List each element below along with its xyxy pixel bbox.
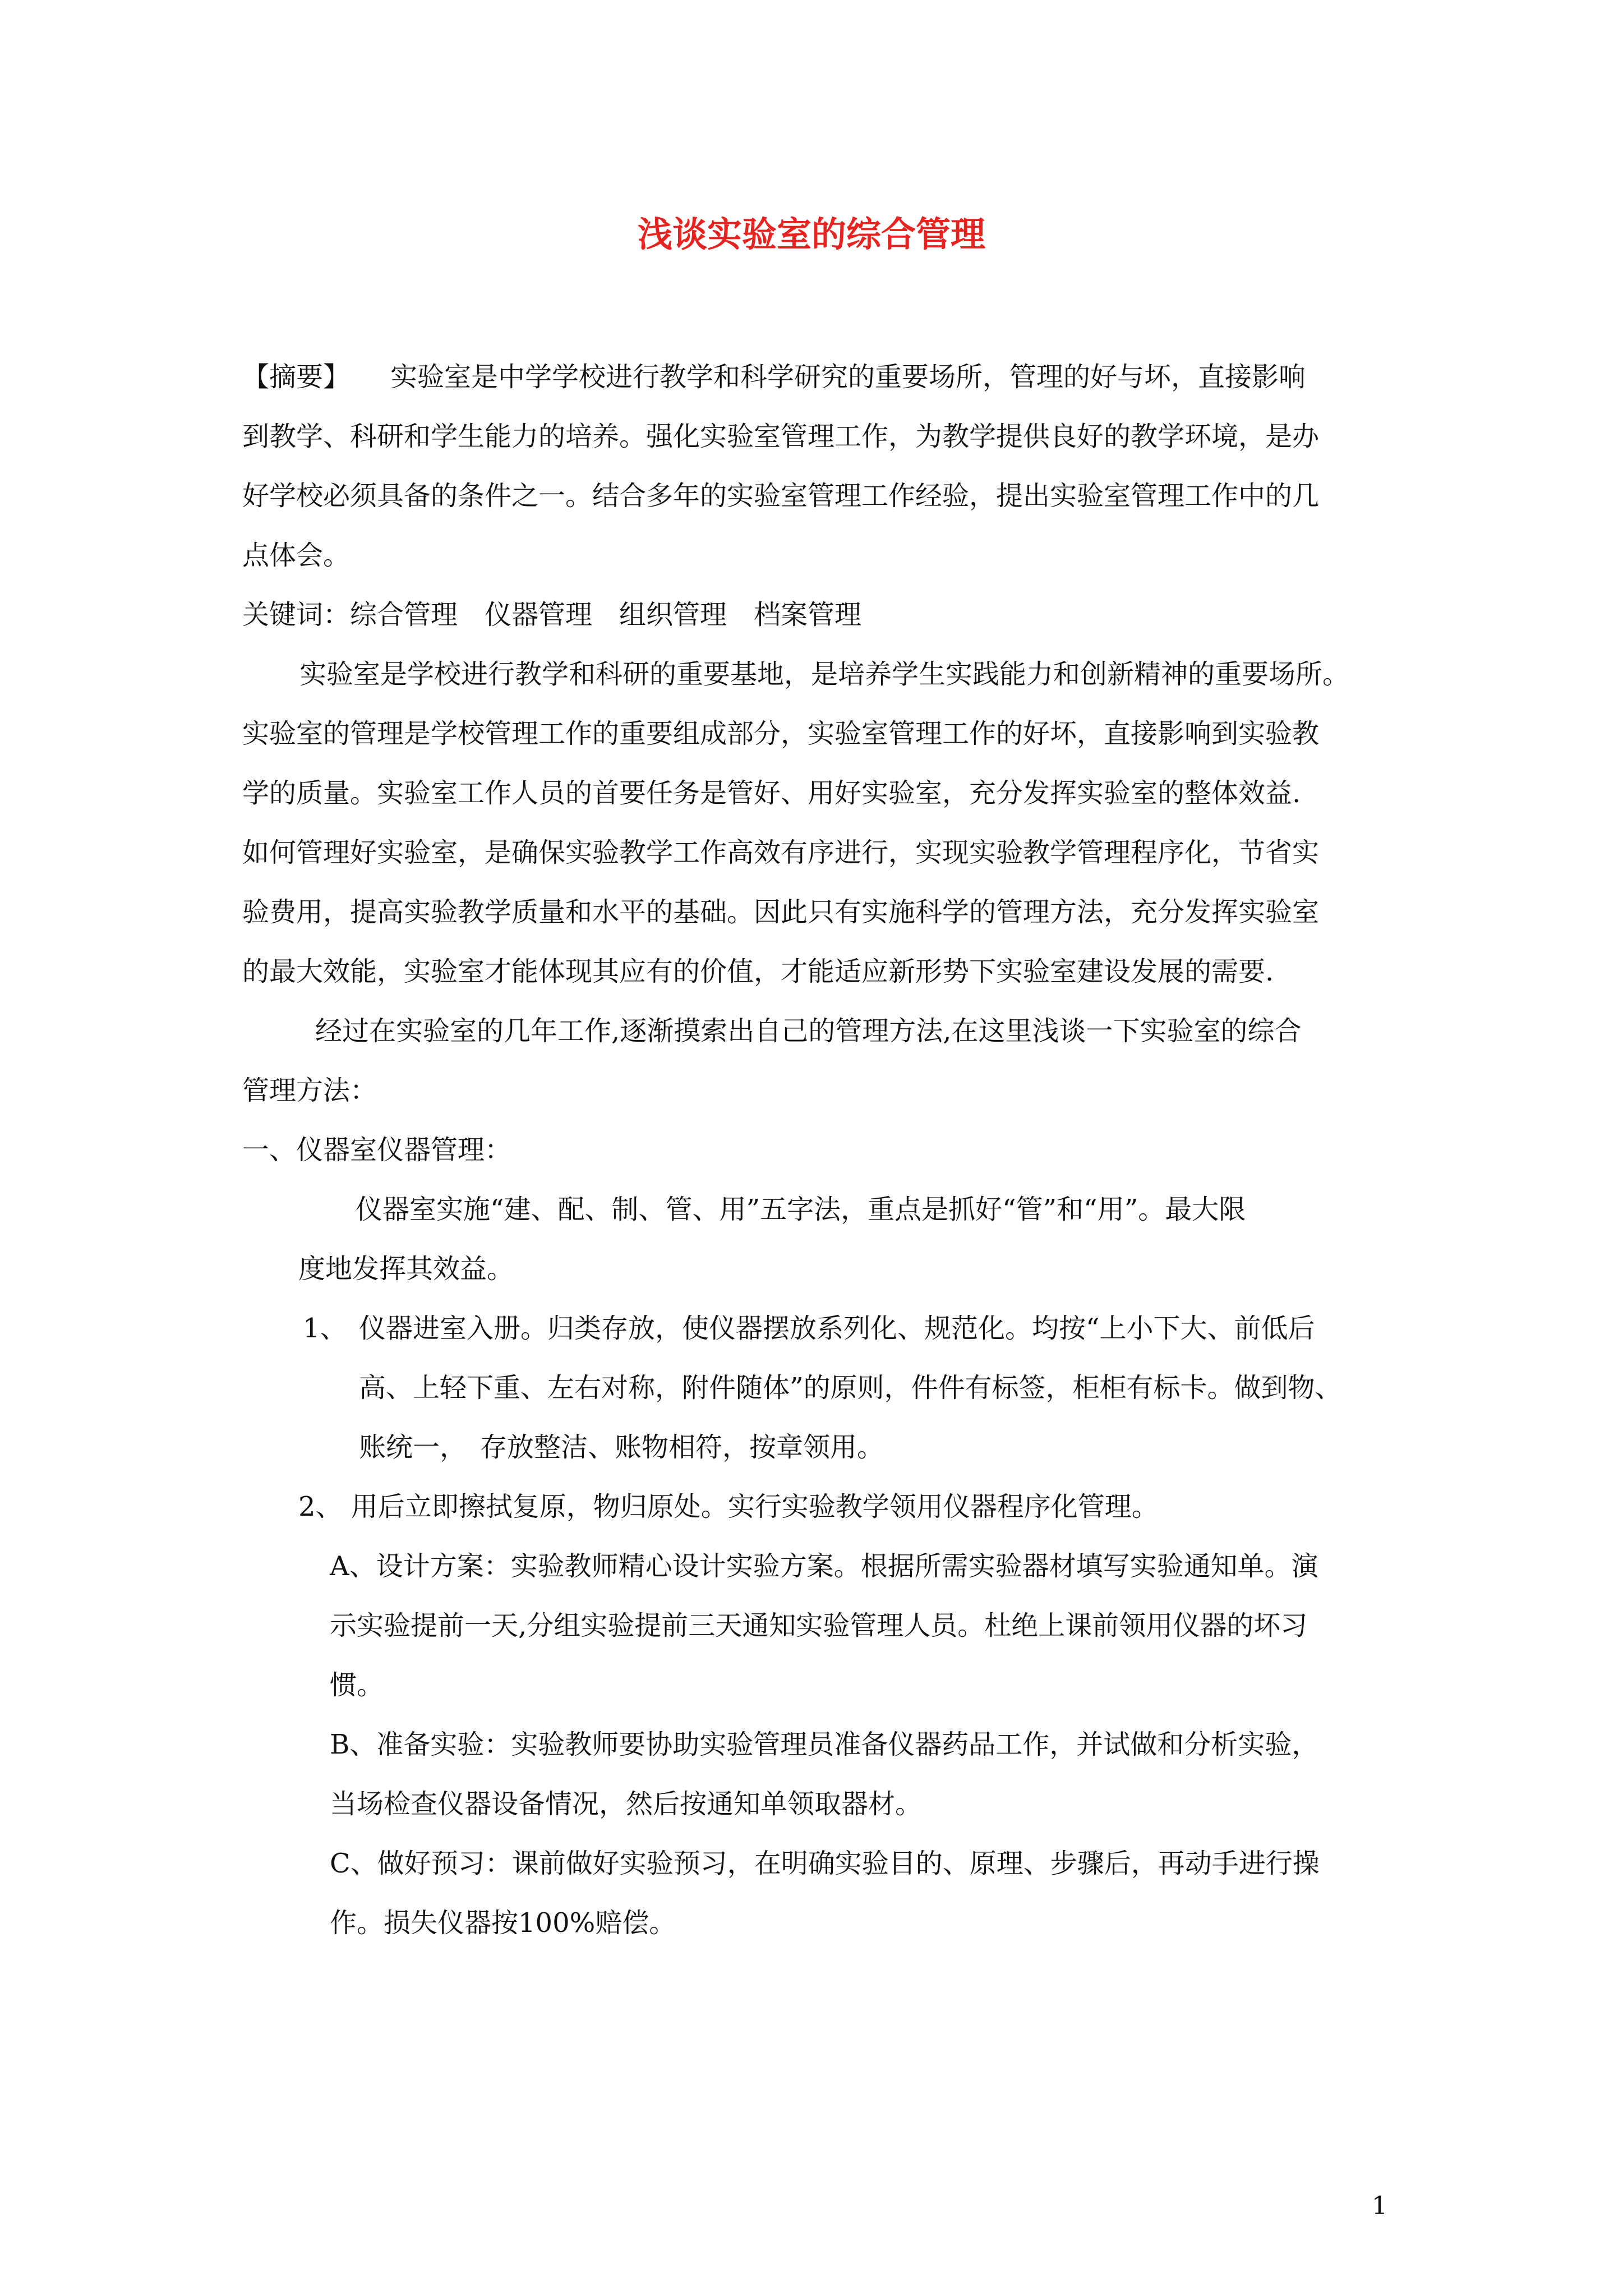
method-intro-line-1: 经过在实验室的几年工作,逐渐摸索出自己的管理方法,在这里浅谈一下实验室的综合 [315,1015,1302,1047]
intro-line-5: 验费用，提高实验教学质量和水平的基础。因此只有实施科学的管理方法，充分发挥实验室 [242,896,1320,928]
abstract-line-3: 好学校必须具备的条件之一。结合多年的实验室管理工作经验，提出实验室管理工作中的几 [242,480,1320,512]
subA-line-3: 惯。 [330,1669,384,1701]
method-intro-line-2: 管理方法： [242,1075,377,1106]
item1-line-3: 账统一， 存放整洁、账物相符，按章领用。 [359,1432,884,1463]
page-number: 1 [1372,2192,1387,2220]
intro-line-4: 如何管理好实验室，是确保实验教学工作高效有序进行，实现实验教学管理程序化，节省实 [242,837,1320,868]
intro-line-2: 实验室的管理是学校管理工作的重要组成部分，实验室管理工作的好坏，直接影响到实验教 [242,718,1320,749]
section1-heading: 一、仪器室仪器管理： [242,1134,512,1166]
item2-line-1: 2、 用后立即擦拭复原，物归原处。实行实验教学领用仪器程序化管理。 [298,1491,1159,1522]
item1-line-1: 仪器进室入册。归类存放，使仪器摆放系列化、规范化。均按“上小下大、前低后 [359,1313,1315,1344]
intro-line-3: 学的质量。实验室工作人员的首要任务是管好、用好实验室，充分发挥实验室的整体效益. [242,777,1301,809]
item1-number: 1、 [303,1313,347,1344]
section1-para-line-2: 度地发挥其效益。 [298,1253,514,1285]
keywords-line: 关键词：综合管理 仪器管理 组织管理 档案管理 [242,599,862,631]
subC-line-1: C、做好预习：课前做好实验预习，在明确实验目的、原理、步骤后，再动手进行操 [330,1848,1320,1879]
section1-para-line-1: 仪器室实施“建、配、制、管、用”五字法，重点是抓好“管”和“用”。最大限 [356,1194,1246,1225]
subA-line-1: A、设计方案：实验教师精心设计实验方案。根据所需实验器材填写实验通知单。演 [330,1550,1318,1582]
intro-line-1: 实验室是学校进行教学和科研的重要基地，是培养学生实践能力和创新精神的重要场所。 [299,659,1350,690]
item1-line-2: 高、上轻下重、左右对称，附件随体”的原则，件件有标签，柜柜有标卡。做到物、 [359,1372,1342,1404]
subB-line-1: B、准备实验：实验教师要协助实验管理员准备仪器药品工作，并试做和分析实验， [330,1729,1319,1760]
subB-line-2: 当场检查仪器设备情况，然后按通知单领取器材。 [330,1788,923,1820]
subC-line-2: 作。损失仪器按100%赔偿。 [330,1907,676,1939]
document-title: 浅谈实验室的综合管理 [637,214,985,255]
abstract-line-4: 点体会。 [242,540,351,571]
intro-line-6: 的最大效能，实验室才能体现其应有的价值，才能适应新形势下实验室建设发展的需要. [242,956,1274,987]
abstract-line-1: 【摘要】 实验室是中学学校进行教学和科学研究的重要场所，管理的好与坏，直接影响 [242,361,1306,393]
abstract-line-2: 到教学、科研和学生能力的培养。强化实验室管理工作，为教学提供良好的教学环境，是办 [242,421,1320,452]
subA-line-2: 示实验提前一天,分组实验提前三天通知实验管理人员。杜绝上课前领用仪器的坏习 [330,1610,1308,1641]
